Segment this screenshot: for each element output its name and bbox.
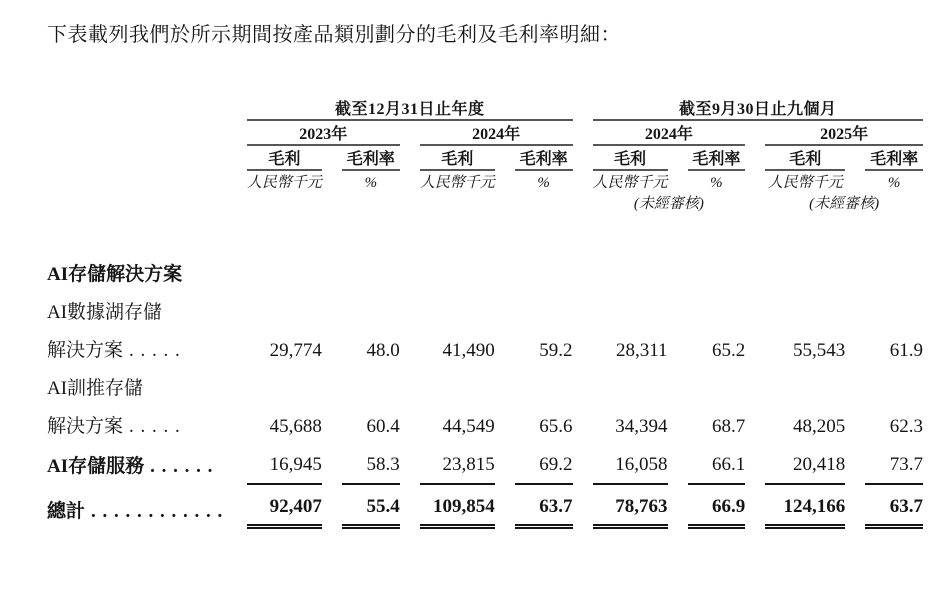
spacer-cell — [47, 192, 227, 213]
metric-gross-profit: 毛利 — [420, 146, 495, 171]
row-label-text: 解決方案 — [47, 340, 124, 361]
unit-amount-label: 人民幣千元 — [246, 175, 322, 191]
row-label — [47, 439, 227, 485]
row-label — [47, 485, 227, 529]
dot-leader: . . . . . — [129, 340, 181, 361]
dot-leader: . . . . . . — [150, 456, 214, 477]
metric-gross-profit: 毛利 — [593, 146, 668, 171]
period-header-row — [47, 96, 923, 121]
year-header-2023: 2023年 — [247, 121, 400, 146]
value-cell: 66.1 — [688, 439, 746, 485]
value-cell: 60.4 — [366, 416, 400, 437]
unit-amount-label: 人民幣千元 — [419, 175, 495, 191]
period-header-annual: 截至12月31日止年度 — [247, 96, 573, 121]
row-label — [47, 325, 227, 363]
value-cell: 61.9 — [889, 340, 923, 361]
metric-gross-margin: 毛利率 — [342, 146, 400, 171]
table-row-section — [47, 213, 923, 287]
value-cell: 68.7 — [712, 416, 746, 437]
spacer-cell — [247, 287, 923, 325]
value-cell: 23,815 — [420, 439, 495, 485]
value-cell: 29,774 — [269, 340, 322, 361]
spacer-cell — [47, 146, 227, 171]
row-label-text: 總計 — [47, 501, 86, 522]
table-row-storage-services — [47, 439, 923, 485]
unit-percent-label: % — [364, 175, 378, 191]
value-cell: 65.6 — [539, 416, 573, 437]
metric-gross-profit: 毛利 — [765, 146, 845, 171]
value-cell: 109,854 — [420, 485, 495, 529]
page-title: 下表載列我們於所示期間按產品類別劃分的毛利及毛利率明細： — [47, 24, 621, 46]
spacer-cell — [47, 96, 227, 121]
spacer-cell — [247, 213, 923, 287]
row-label — [47, 401, 227, 439]
value-cell: 48.0 — [366, 340, 400, 361]
value-cell: 44,549 — [442, 416, 495, 437]
year-header-2025-9m: 2025年 — [765, 121, 923, 146]
value-cell: 20,418 — [765, 439, 845, 485]
unit-amount-label: 人民幣千元 — [592, 175, 668, 191]
value-cell: 34,394 — [615, 416, 668, 437]
table-row-training-storage — [47, 401, 923, 439]
unit-amount-label: 人民幣千元 — [767, 175, 843, 191]
value-cell: 124,166 — [765, 485, 845, 529]
year-header-row — [47, 121, 923, 146]
value-cell: 58.3 — [342, 439, 400, 485]
unaudited-note: (未經審核) — [633, 196, 704, 212]
metric-gross-margin: 毛利率 — [865, 146, 923, 171]
value-cell: 65.2 — [712, 340, 746, 361]
spacer-cell — [247, 363, 923, 401]
value-cell: 16,945 — [247, 439, 322, 485]
value-cell: 78,763 — [593, 485, 668, 529]
unaudited-row — [47, 192, 923, 213]
value-cell: 63.7 — [865, 485, 923, 529]
year-header-2024: 2024年 — [420, 121, 573, 146]
gross-profit-table — [27, 96, 943, 529]
spacer-cell — [420, 192, 573, 213]
table-row-total — [47, 485, 923, 529]
value-cell: 59.2 — [539, 340, 573, 361]
value-cell: 63.7 — [515, 485, 573, 529]
spacer-cell — [47, 171, 227, 192]
value-cell: 92,407 — [247, 485, 322, 529]
unaudited-note: (未經審核) — [809, 196, 880, 212]
unit-percent-label: % — [887, 175, 901, 191]
dot-leader: . . . . . . . . . . . . — [91, 501, 224, 522]
table-row-data-lake — [47, 325, 923, 363]
metric-header-row — [47, 146, 923, 171]
spacer-cell — [247, 192, 400, 213]
value-cell: 55.4 — [342, 485, 400, 529]
spacer-cell — [47, 121, 227, 146]
unit-row — [47, 171, 923, 192]
table-row-sublabel — [47, 363, 923, 401]
row-label-text: 解決方案 — [47, 416, 124, 437]
unit-percent-label: % — [537, 175, 550, 191]
value-cell: 69.2 — [515, 439, 573, 485]
dot-leader: . . . . . — [129, 416, 181, 437]
row-label-text: AI存儲服務 — [47, 456, 145, 477]
value-cell: 41,490 — [442, 340, 495, 361]
value-cell: 62.3 — [889, 416, 923, 437]
value-cell: 48,205 — [792, 416, 846, 437]
metric-gross-margin: 毛利率 — [515, 146, 573, 171]
metric-gross-profit: 毛利 — [247, 146, 322, 171]
value-cell: 55,543 — [792, 340, 846, 361]
row-label: AI訓推存儲 — [47, 378, 144, 399]
value-cell: 16,058 — [593, 439, 668, 485]
period-header-nine-month: 截至9月30日止九個月 — [593, 96, 924, 121]
year-header-2024-9m: 2024年 — [593, 121, 746, 146]
value-cell: 28,311 — [615, 340, 668, 361]
unit-percent-label: % — [710, 175, 723, 191]
row-label: AI存儲解決方案 — [47, 264, 183, 285]
table-row-sublabel — [47, 287, 923, 325]
value-cell: 66.9 — [688, 485, 746, 529]
value-cell: 45,688 — [269, 416, 322, 437]
value-cell: 73.7 — [865, 439, 923, 485]
metric-gross-margin: 毛利率 — [688, 146, 746, 171]
row-label: AI數據湖存儲 — [47, 302, 163, 323]
